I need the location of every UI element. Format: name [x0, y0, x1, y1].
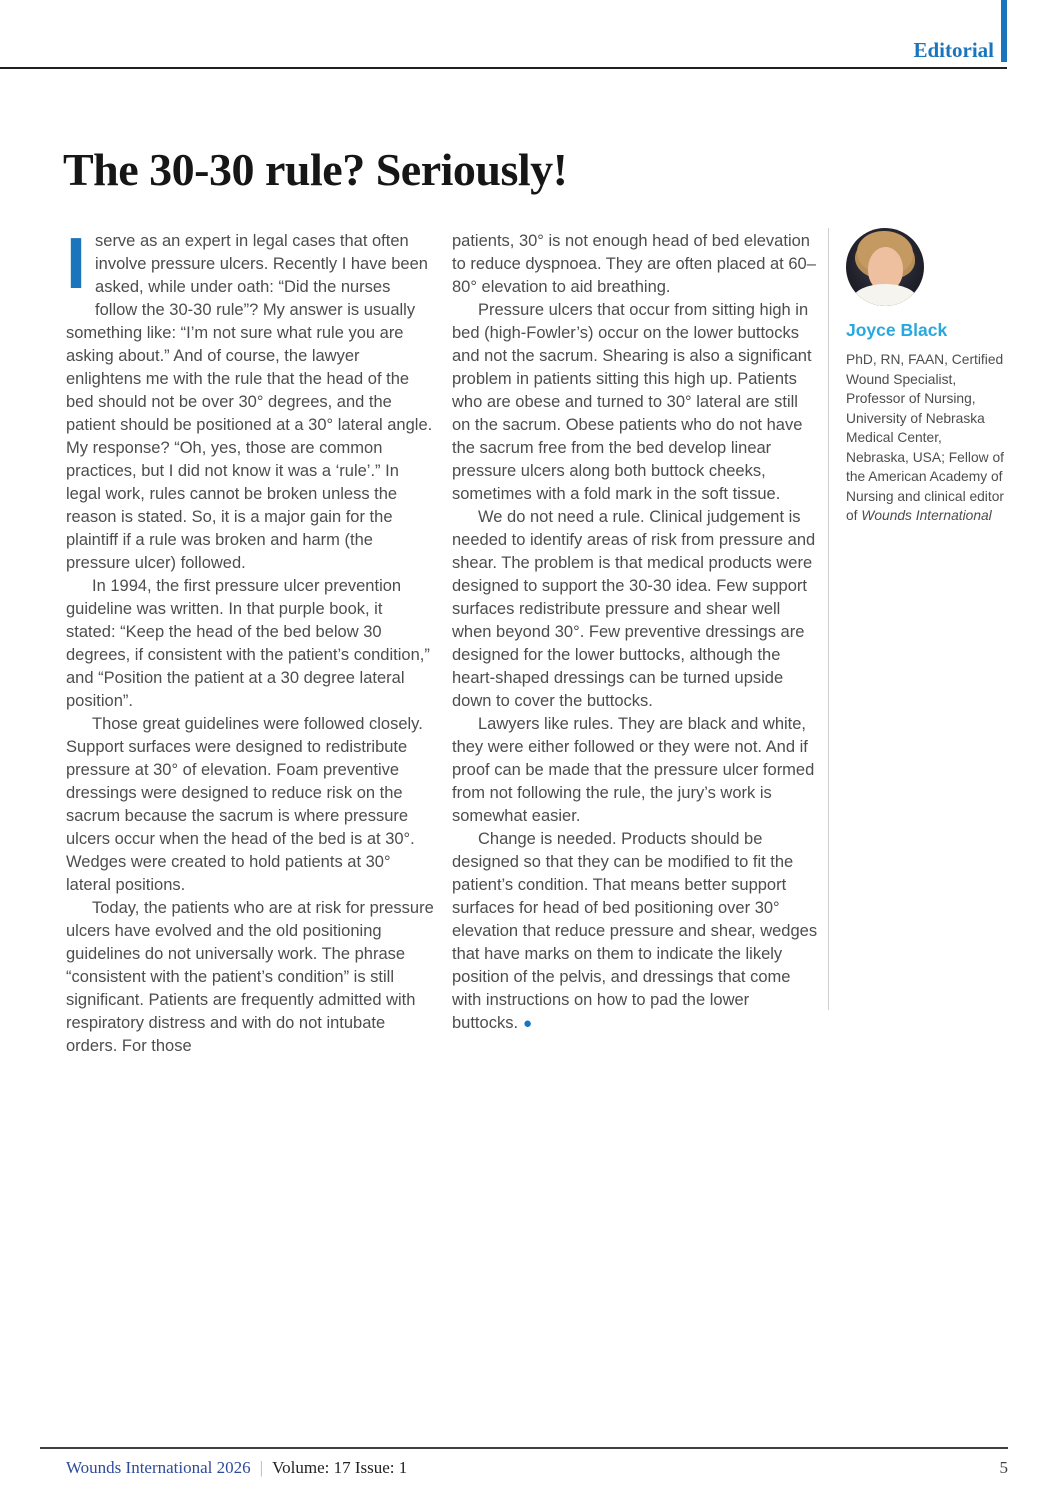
paragraph-text: serve as an expert in legal cases that often involve pressure ulcers. Recently I have been asked, while under oath: “Did the nurses follow the 30-30 rule”? My answer is usually something like: “I’m not sure what rule you are asking about.” And of course, the lawyer enlightens me with the rule that the head of the bed should not be over 30° degrees, and the patient should be positioned at a 30° lateral angle. My response? “Oh, yes, those are common practices, but I did not know it was a ‘rule’.” In legal work, rules cannot be broken unless the reason is stated. So, it is a major gain for the plaintiff if a rule was broken and harm (the pressure ulcer) followed. — [66, 232, 433, 572]
paragraph: Those great guidelines were followed closely. Support surfaces were designed to redistribute pressure at 30° of elevation. Foam preventive dressings were designed to reduce risk on the sacrum because the sacrum is where pressure ulcers occur when the head of the bed is at 30°. Wedges were created to hold patients at 30° lateral positions. — [66, 715, 423, 894]
page-number: 5 — [999, 1458, 1008, 1477]
page-title: The 30-30 rule? Seriously! — [63, 143, 568, 195]
paragraph: We do not need a rule. Clinical judgement is needed to identify areas of risk from pressure and shear. The problem is that medical products were designed to support the 30-30 idea. Few support surfaces redistribute pressure and shear well when beyond 30°. Few preventive dressings are designed for the lower buttocks, although the heart-shaped dressings can be turned upside down to cover the buttocks. — [452, 508, 816, 710]
paragraph — [66, 224, 434, 575]
article-column-1 — [66, 224, 434, 1058]
author-name: Joyce Black — [846, 320, 948, 340]
end-of-article-dot-icon: ● — [523, 1015, 533, 1032]
header-rule — [0, 67, 1007, 69]
paragraph: patients, 30° is not enough head of bed elevation to reduce dyspnoea. They are often placed at 60–80° elevation to aid breathing. — [452, 232, 816, 296]
article-column-2 — [452, 230, 820, 1035]
paragraph — [452, 828, 820, 1035]
paragraph-text: Change is needed. Products should be designed so that they can be modified to fit the patient’s condition. That means better support surfaces for head of bed positioning over 30° elevation that reduce pressure and shear, wedges that have marks on them to indicate the likely position of the pelvis, and dressings that come with instructions on how to pad the lower buttocks. — [452, 830, 818, 1032]
paragraph: Lawyers like rules. They are black and white, they were either followed or they were not. And if proof can be made that the pressure ulcer formed from not following the rule, the jury’s work is somewhat easier. — [452, 715, 815, 825]
author-sidebar — [846, 228, 1006, 526]
avatar-shirt — [853, 284, 917, 306]
header-accent-bar — [1001, 0, 1007, 62]
column-divider — [828, 228, 829, 1010]
footer-rule — [40, 1447, 1008, 1449]
author-bio-journal: Wounds International — [861, 508, 992, 523]
section-label: Editorial — [913, 38, 994, 62]
footer-issue: Volume: 17 Issue: 1 — [272, 1458, 408, 1477]
drop-cap: I — [66, 224, 87, 304]
author-bio — [846, 350, 1006, 526]
paragraph: Pressure ulcers that occur from sitting high in bed (high-Fowler’s) occur on the lower buttocks and not the sacrum. Shearing is also a significant problem in patients sitting this high up. Patients who are obese and turned to 30° lateral are still on the sacrum. Obese patients who do not have the sacrum free from the bed develop linear pressure ulcers along both buttock cheeks, sometimes with a fold mark in the soft tissue. — [452, 301, 812, 503]
footer — [66, 1458, 407, 1478]
author-bio-text: PhD, RN, FAAN, Certified Wound Specialist, Professor of Nursing, University of Nebraska Medical Center, Nebraska, USA; Fellow of the American Academy of Nursing and clinical editor of — [846, 352, 1004, 523]
footer-separator: | — [259, 1458, 264, 1477]
author-photo — [846, 228, 924, 306]
paragraph: In 1994, the first pressure ulcer prevention guideline was written. In that purple book, it stated: “Keep the head of the bed below 30 degrees, if consistent with the patient’s condition,” and “Position the patient at a 30 degree lateral position”. — [66, 577, 430, 710]
footer-journal: Wounds International 2026 — [66, 1458, 251, 1477]
paragraph: Today, the patients who are at risk for pressure ulcers have evolved and the old positioning guidelines do not universally work. The phrase “consistent with the patient’s condition” is still significant. Patients are frequently admitted with respiratory distress and with do not intubate orders. For those — [66, 899, 434, 1055]
